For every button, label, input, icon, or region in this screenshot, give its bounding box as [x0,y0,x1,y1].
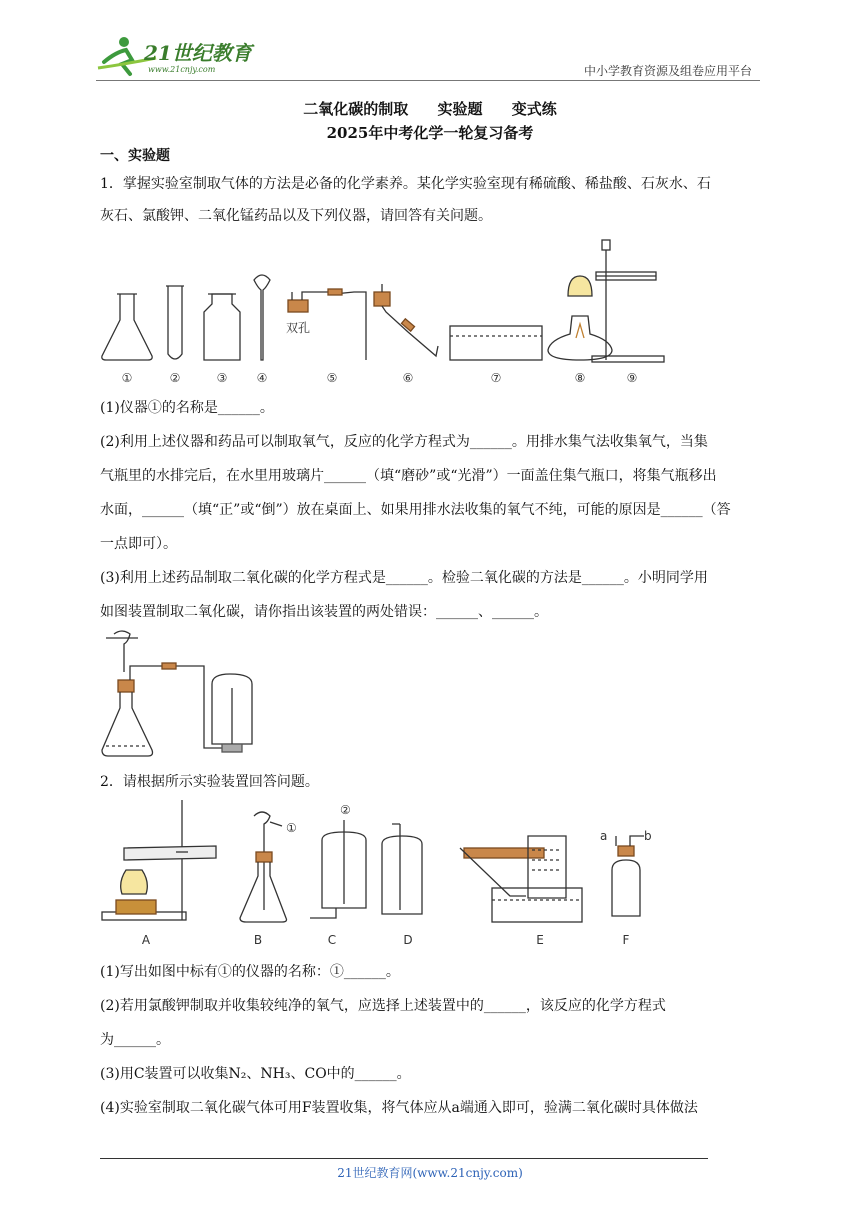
q1-co2-apparatus-figure [98,628,258,764]
fig-label-6: ⑥ [402,371,414,385]
q2-sub3: (3)用C装置可以收集N₂、NH₃、CO中的______。 [100,1066,411,1082]
mark-1: ① [286,821,297,835]
q2-apparatus-figure [96,800,676,950]
page-title [0,98,860,119]
alcohol-lamp-icon [568,276,592,296]
footer-divider [100,1158,708,1159]
port-b-label: b [644,829,652,843]
port-a-label: a [600,829,608,843]
page-subtitle: 2025年中考化学一轮复习备考 [326,124,534,142]
test-tube-icon [168,286,182,359]
q1-sub2-line4: 一点即可）。 [100,536,177,552]
double-hole-label: 双孔 [286,321,311,335]
q2-sub2-line1: (2)若用氯酸钾制取并收集较纯净的氧气，应选择上述装置中的______，该反应的化学方程式 [100,998,666,1014]
title-part-1: 二氧化碳的制取 [303,100,409,118]
q2-intro: 2．请根据所示实验装置回答问题。 [100,774,319,790]
fig-label-a: A [141,933,151,947]
water-trough-icon [450,326,542,360]
q1-text-line1: 1．掌握实验室制取气体的方法是必备的化学素养。某化学实验室现有稀硫酸、稀盐酸、石灰水、石 [100,176,711,192]
svg-text:21世纪教育: 21世纪教育 [144,41,252,65]
fig-label-9: ⑨ [626,371,638,385]
q2-sub1: (1)写出如图中标有①的仪器的名称：①______。 [100,964,400,980]
q1-sub3-line2: 如图装置制取二氧化碳，请你指出该装置的两处错误：______、______。 [100,604,548,620]
footer-link[interactable]: 21世纪教育网(www.21cnjy.com) [337,1166,523,1180]
q1-instruments-figure [96,236,676,386]
title-part-3: 变式练 [511,100,557,118]
svg-text:www.21cnjy.com: www.21cnjy.com [148,65,216,74]
platform-name: 中小学教育资源及组卷应用平台 [583,64,752,78]
fig-label-c: C [327,933,337,947]
fig-label-2: ② [169,371,181,385]
q2-sub4: (4)实验室制取二氧化碳气体可用F装置收集，将气体应从a端通入即可，验满二氧化碳时具体做法 [100,1100,698,1116]
fig-label-8: ⑧ [574,371,586,385]
fig-label-d: D [403,933,413,947]
q2-sub2-line2: 为______。 [100,1032,170,1048]
mark-2: ② [340,803,351,817]
title-part-2: 实验题 [437,100,483,118]
fig-label-f: F [622,933,630,947]
fig-label-7: ⑦ [490,371,502,385]
fig-label-3: ③ [216,371,228,385]
single-hole-stopper-icon [374,292,390,306]
fig-label-e: E [536,933,544,947]
q1-sub2-line1: (2)利用上述仪器和药品可以制取氧气，反应的化学方程式为______。用排水集气法收集氧气，当集 [100,434,708,450]
thistle-funnel-icon [254,275,270,360]
q1-sub2-line3: 水面，______（填“正”或“倒”）放在桌面上、如果用排水法收集的氧气不纯，可能的原因是______（答 [100,502,731,518]
site-logo [96,34,266,78]
fig-label-b: B [253,933,263,947]
section-heading: 一、实验题 [100,148,170,164]
q1-text-line2: 灰石、氯酸钾、二氧化锰药品以及下列仪器，请回答有关问题。 [100,208,492,224]
header-divider [96,80,760,81]
q1-sub3-line1: (3)利用上述药品制取二氧化碳的化学方程式是______。检验二氧化碳的方法是______。小明同学用 [100,570,708,586]
fig-label-5: ⑤ [326,371,338,385]
q1-sub1: (1)仪器①的名称是______。 [100,400,274,416]
q1-sub2-line2: 气瓶里的水排完后，在水里用玻璃片______（填“磨砂”或“光滑”）一面盖住集气瓶口，将集气瓶移出 [100,468,717,484]
fig-label-4: ④ [256,371,268,385]
gas-bottle-icon [204,294,240,360]
conical-flask-icon [102,294,152,360]
fig-label-1: ① [121,371,133,385]
double-hole-stopper-icon [288,300,308,312]
page-header [96,34,760,84]
